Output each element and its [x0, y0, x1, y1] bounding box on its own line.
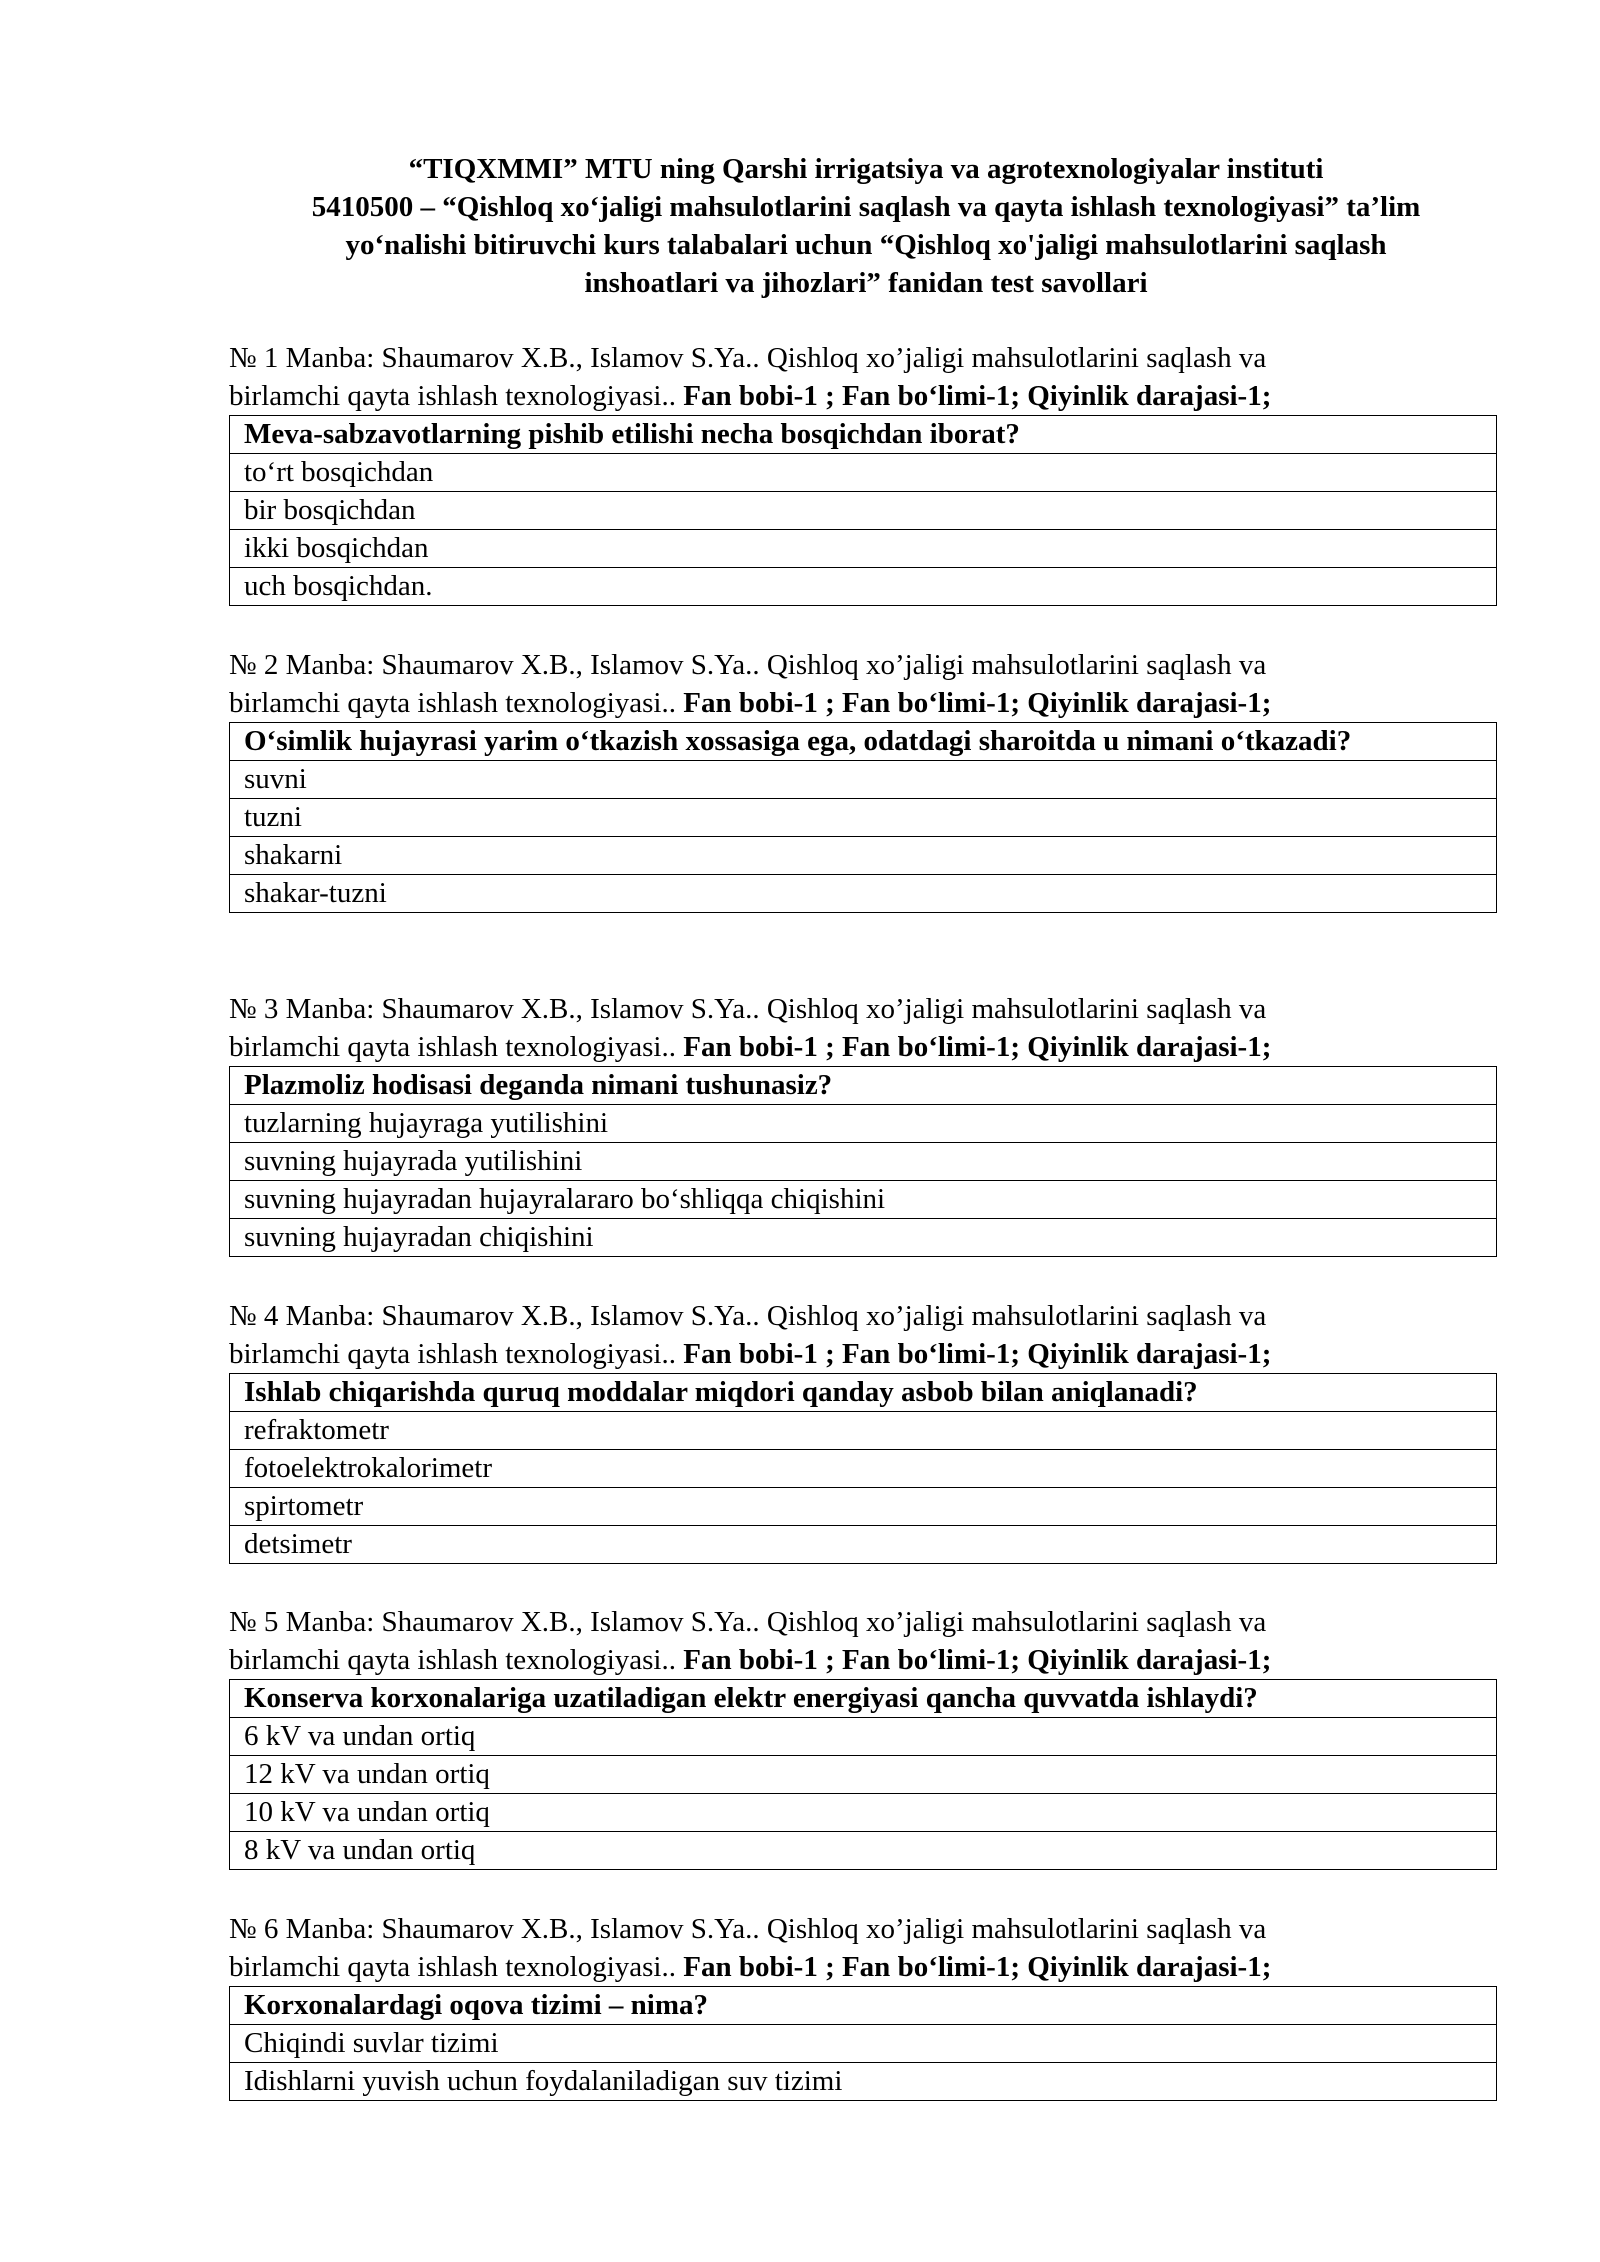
question-block-5: [229, 1603, 1497, 1870]
question-table: [229, 1986, 1497, 2101]
question-source: [229, 1297, 1497, 1335]
answer-option: to‘rt bosqichdan: [230, 454, 1497, 492]
answer-option: suvning hujayradan chiqishini: [230, 1219, 1497, 1257]
question-source-line-2: [229, 1028, 1497, 1066]
question-block-1: [229, 339, 1497, 606]
source-line: birlamchi qayta ishlash texnologiyasi..: [229, 687, 684, 719]
source-line: birlamchi qayta ishlash texnologiyasi..: [229, 1338, 684, 1370]
question-text: Plazmoliz hodisasi deganda nimani tushunasiz?: [230, 1067, 1497, 1105]
source-line: № 5 Manba: Shaumarov X.B., Islamov S.Ya.. Qishloq xo’jaligi mahsulotlarini saqlash va: [229, 1606, 1267, 1638]
answer-option: shakarni: [230, 837, 1497, 875]
question-source: [229, 1603, 1497, 1641]
question-source-line-2: [229, 1948, 1497, 1986]
answer-option: Chiqindi suvlar tizimi: [230, 2025, 1497, 2063]
source-line: № 3 Manba: Shaumarov X.B., Islamov S.Ya.. Qishloq xo’jaligi mahsulotlarini saqlash va: [229, 993, 1267, 1025]
question-meta: Fan bobi-1 ; Fan bo‘limi-1; Qiyinlik darajasi-1;: [683, 1338, 1272, 1370]
answer-option: 6 kV va undan ortiq: [230, 1718, 1497, 1756]
answer-option: suvning hujayrada yutilishini: [230, 1143, 1497, 1181]
question-text: O‘simlik hujayrasi yarim o‘tkazish xossasiga ega, odatdagi sharoitda u nimani o‘tkazadi?: [230, 723, 1497, 761]
source-line: birlamchi qayta ishlash texnologiyasi..: [229, 1031, 684, 1063]
source-line: № 1 Manba: Shaumarov X.B., Islamov S.Ya.. Qishloq xo’jaligi mahsulotlarini saqlash va: [229, 342, 1267, 374]
answer-option: Idishlarni yuvish uchun foydalaniladigan suv tizimi: [230, 2063, 1497, 2101]
source-line: № 6 Manba: Shaumarov X.B., Islamov S.Ya.. Qishloq xo’jaligi mahsulotlarini saqlash va: [229, 1913, 1267, 1945]
question-meta: Fan bobi-1 ; Fan bo‘limi-1; Qiyinlik darajasi-1;: [683, 687, 1272, 719]
answer-option: suvni: [230, 761, 1497, 799]
question-source: [229, 339, 1497, 377]
question-source-line-2: [229, 684, 1497, 722]
answer-option: 8 kV va undan ortiq: [230, 1832, 1497, 1870]
answer-option: refraktometr: [230, 1412, 1497, 1450]
source-line: № 4 Manba: Shaumarov X.B., Islamov S.Ya.. Qishloq xo’jaligi mahsulotlarini saqlash va: [229, 1300, 1267, 1332]
title-line-4: inshoatlari va jihozlari” fanidan test savollari: [584, 267, 1148, 299]
answer-option: tuzlarning hujayraga yutilishini: [230, 1105, 1497, 1143]
source-line: birlamchi qayta ishlash texnologiyasi..: [229, 380, 684, 412]
question-source-line-2: [229, 1335, 1497, 1373]
question-meta: Fan bobi-1 ; Fan bo‘limi-1; Qiyinlik darajasi-1;: [683, 1951, 1272, 1983]
answer-option: spirtometr: [230, 1488, 1497, 1526]
answer-option: bir bosqichdan: [230, 492, 1497, 530]
question-block-4: [229, 1297, 1497, 1564]
answer-option: tuzni: [230, 799, 1497, 837]
question-meta: Fan bobi-1 ; Fan bo‘limi-1; Qiyinlik darajasi-1;: [683, 1644, 1272, 1676]
title-line-1: “TIQXMMI” MTU ning Qarshi irrigatsiya va agrotexnologiyalar instituti: [408, 153, 1324, 185]
answer-option: detsimetr: [230, 1526, 1497, 1564]
question-meta: Fan bobi-1 ; Fan bo‘limi-1; Qiyinlik darajasi-1;: [683, 1031, 1272, 1063]
question-table: [229, 722, 1497, 913]
question-source-line-2: [229, 1641, 1497, 1679]
answer-option: suvning hujayradan hujayralararo bo‘shliqqa chiqishini: [230, 1181, 1497, 1219]
source-line: birlamchi qayta ishlash texnologiyasi..: [229, 1951, 684, 1983]
question-block-3: [229, 990, 1497, 1257]
document-page: [229, 150, 1497, 302]
question-text: Konserva korxonalariga uzatiladigan elektr energiyasi qancha quvvatda ishlaydi?: [230, 1680, 1497, 1718]
question-source: [229, 990, 1497, 1028]
question-meta: Fan bobi-1 ; Fan bo‘limi-1; Qiyinlik darajasi-1;: [683, 380, 1272, 412]
question-table: [229, 1373, 1497, 1564]
question-source: [229, 646, 1497, 684]
answer-option: ikki bosqichdan: [230, 530, 1497, 568]
question-text: Ishlab chiqarishda quruq moddalar miqdori qanday asbob bilan aniqlanadi?: [230, 1374, 1497, 1412]
title-line-3: yo‘nalishi bitiruvchi kurs talabalari uchun “Qishloq xo'jaligi mahsulotlarini saqlash: [345, 229, 1387, 261]
title-line-2: 5410500 – “Qishloq xo‘jaligi mahsulotlarini saqlash va qayta ishlash texnologiyasi” ta’lim: [311, 191, 1421, 223]
answer-option: uch bosqichdan.: [230, 568, 1497, 606]
question-block-2: [229, 646, 1497, 913]
question-block-6: [229, 1910, 1497, 2101]
question-source-line-2: [229, 377, 1497, 415]
question-table: [229, 415, 1497, 606]
question-table: [229, 1066, 1497, 1257]
source-line: № 2 Manba: Shaumarov X.B., Islamov S.Ya.. Qishloq xo’jaligi mahsulotlarini saqlash va: [229, 649, 1267, 681]
answer-option: 10 kV va undan ortiq: [230, 1794, 1497, 1832]
question-table: [229, 1679, 1497, 1870]
answer-option: fotoelektrokalorimetr: [230, 1450, 1497, 1488]
question-text: Meva-sabzavotlarning pishib etilishi necha bosqichdan iborat?: [230, 416, 1497, 454]
document-title: [229, 150, 1497, 302]
source-line: birlamchi qayta ishlash texnologiyasi..: [229, 1644, 684, 1676]
answer-option: shakar-tuzni: [230, 875, 1497, 913]
question-source: [229, 1910, 1497, 1948]
question-text: Korxonalardagi oqova tizimi – nima?: [230, 1987, 1497, 2025]
answer-option: 12 kV va undan ortiq: [230, 1756, 1497, 1794]
